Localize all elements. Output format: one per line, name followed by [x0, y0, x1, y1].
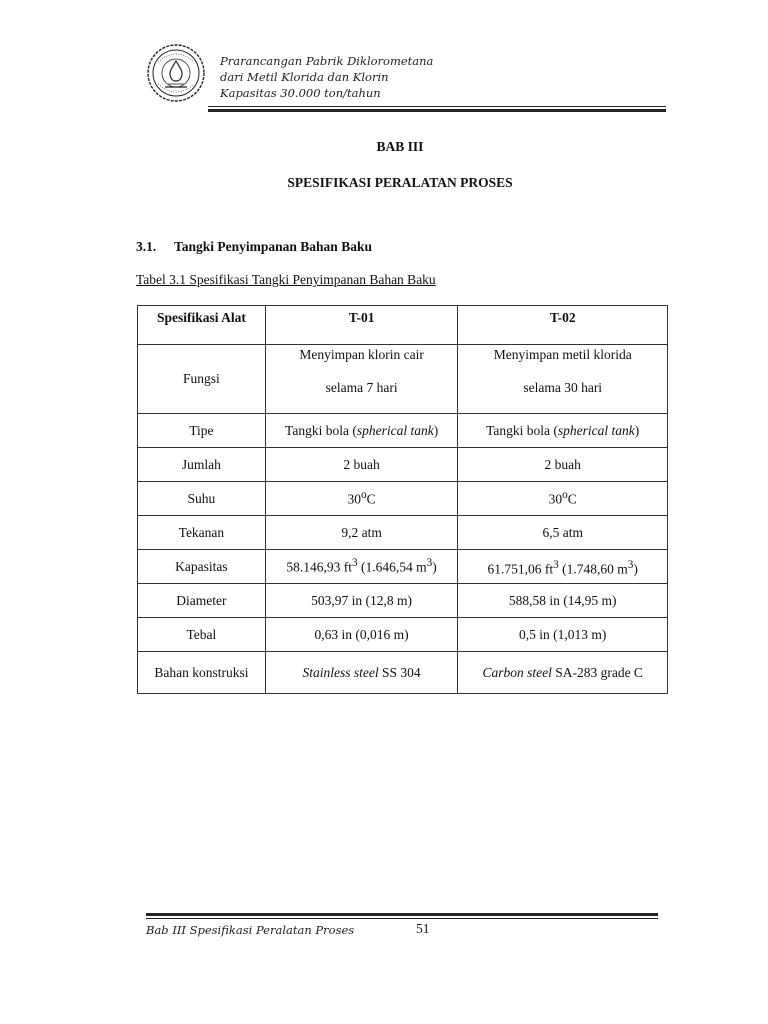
- kapasitas-t02-ft: 61.751,06 ft: [487, 561, 554, 577]
- kapasitas-t02-sup2: 3: [627, 559, 634, 572]
- cell-suhu-t01: [265, 482, 458, 516]
- tipe-t01-prefix: Tangki bola (: [285, 422, 357, 438]
- table-row-suhu: [138, 482, 668, 516]
- table-caption-text: Tabel 3.1 Spesifikasi Tangki Penyimpanan Bahan Baku: [136, 272, 436, 287]
- kapasitas-t02-close: ): [633, 561, 638, 577]
- fungsi-t02-line2: selama 30 hari: [523, 379, 603, 395]
- cell-suhu-t02: [458, 482, 668, 516]
- cell-bahan-t02: [458, 652, 668, 694]
- bahan-t01-italic: Stainless steel: [302, 664, 379, 680]
- table-caption: [136, 272, 436, 288]
- page-number: 51: [416, 921, 430, 936]
- table-row-bahan: [138, 652, 668, 694]
- footer-divider-thick: [146, 913, 658, 916]
- label-fungsi: Fungsi: [138, 345, 266, 414]
- fungsi-t02-line1: Menyimpan metil klorida: [493, 346, 632, 362]
- section-heading: [136, 239, 372, 255]
- cell-kapasitas-t02: [458, 550, 668, 584]
- cell-jumlah-t01: 2 buah: [265, 448, 458, 482]
- label-suhu: Suhu: [138, 482, 266, 516]
- label-jumlah: Jumlah: [138, 448, 266, 482]
- kapasitas-t02-wrap: [462, 555, 663, 578]
- kapasitas-t01-sup2: 3: [426, 557, 433, 570]
- table-row-tekanan: [138, 516, 668, 550]
- label-diameter: Diameter: [138, 584, 266, 618]
- fungsi-t01-line1: Menyimpan klorin cair: [299, 346, 424, 362]
- bahan-t02-italic: Carbon steel: [482, 664, 552, 680]
- kapasitas-t01-sup1: 3: [352, 557, 358, 570]
- section-title: Tangki Penyimpanan Bahan Baku: [174, 239, 372, 254]
- header-line-3: Kapasitas 30.000 ton/tahun: [220, 86, 381, 100]
- suhu-t02-degree: o: [562, 489, 568, 502]
- cell-fungsi-t01: [265, 345, 458, 414]
- chapter-number: BAB III: [376, 139, 424, 154]
- tipe-t02-prefix: Tangki bola (: [486, 422, 558, 438]
- cell-tekanan-t02: 6,5 atm: [458, 516, 668, 550]
- label-bahan: Bahan konstruksi: [138, 652, 266, 694]
- cell-diameter-t02: 588,58 in (14,95 m): [458, 584, 668, 618]
- footer-divider-thin: [146, 918, 658, 919]
- header-t01: T-01: [265, 306, 458, 345]
- header-t02: T-02: [458, 306, 668, 345]
- kapasitas-t02-sup1: 3: [553, 559, 559, 572]
- suhu-t01-unit: C: [366, 491, 376, 507]
- section-number: 3.1.: [136, 239, 157, 254]
- tipe-t02-suffix: ): [634, 422, 640, 438]
- label-kapasitas: Kapasitas: [138, 550, 266, 584]
- kapasitas-t02-m: (1.748,60 m: [558, 561, 628, 577]
- suhu-t02-unit: C: [567, 491, 577, 507]
- kapasitas-t01-m: (1.646,54 m: [357, 559, 427, 575]
- bahan-t01-rest: SS 304: [378, 664, 421, 680]
- tipe-t02-italic: spherical tank: [557, 422, 635, 438]
- footer-text: Bab III Spesifikasi Peralatan Proses: [146, 923, 355, 937]
- cell-jumlah-t02: 2 buah: [458, 448, 668, 482]
- table-row-tebal: [138, 618, 668, 652]
- header-spesifikasi: Spesifikasi Alat: [138, 306, 266, 345]
- kapasitas-t01-close: ): [432, 559, 437, 575]
- cell-bahan-t01: [265, 652, 458, 694]
- kapasitas-t01-ft: 58.146,93 ft: [286, 559, 353, 575]
- cell-tebal-t01: 0,63 in (0,016 m): [265, 618, 458, 652]
- header-divider-thick: [208, 109, 666, 112]
- cell-diameter-t01: 503,97 in (12,8 m): [265, 584, 458, 618]
- fungsi-t01-line2: selama 7 hari: [325, 379, 398, 395]
- label-tekanan: Tekanan: [138, 516, 266, 550]
- cell-fungsi-t02: [458, 345, 668, 414]
- chapter-title: SPESIFIKASI PERALATAN PROSES: [287, 175, 513, 190]
- cell-tekanan-t01: 9,2 atm: [265, 516, 458, 550]
- suhu-t02-value: 30: [548, 491, 563, 507]
- tipe-t01-italic: spherical tank: [356, 422, 434, 438]
- spec-table: [137, 305, 668, 694]
- header-divider-thin: [208, 106, 666, 107]
- table-row-fungsi: [138, 345, 668, 414]
- cell-tipe-t01: [265, 414, 458, 448]
- suhu-t01-value: 30: [347, 491, 362, 507]
- table-row-kapasitas: [138, 550, 668, 584]
- table-row-tipe: [138, 414, 668, 448]
- document-header: [220, 53, 433, 101]
- suhu-t01-degree: o: [361, 489, 367, 502]
- header-line-2: dari Metil Klorida dan Klorin: [220, 70, 389, 84]
- university-seal-logo: [146, 42, 206, 104]
- tipe-t01-suffix: ): [433, 422, 439, 438]
- cell-tipe-t02: [458, 414, 668, 448]
- cell-tebal-t02: 0,5 in (1,013 m): [458, 618, 668, 652]
- table-header-row: [138, 306, 668, 345]
- header-line-1: Prarancangan Pabrik Diklorometana: [220, 54, 434, 68]
- bahan-t02-rest: SA-283 grade C: [551, 664, 643, 680]
- cell-kapasitas-t01: [265, 550, 458, 584]
- table-row-jumlah: [138, 448, 668, 482]
- label-tipe: Tipe: [138, 414, 266, 448]
- table-row-diameter: [138, 584, 668, 618]
- label-tebal: Tebal: [138, 618, 266, 652]
